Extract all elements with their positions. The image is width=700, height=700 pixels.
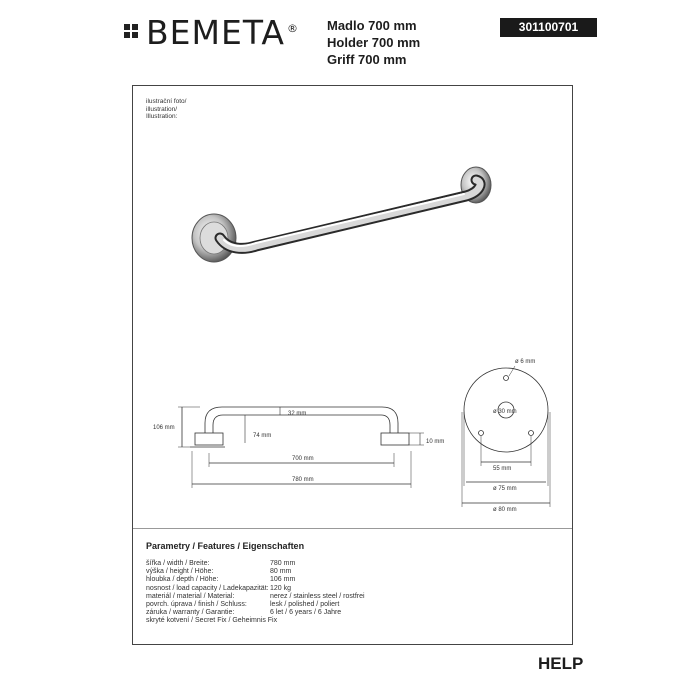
dim-10: 10 mm xyxy=(426,439,445,445)
registered-mark: ® xyxy=(286,22,299,35)
table-row xyxy=(146,609,365,617)
features-title: Parametry / Features / Eigenschaften xyxy=(146,541,305,551)
feature-label: materiál / material / Material: xyxy=(146,592,235,600)
feature-value: lesk / polished / poliert xyxy=(270,601,340,609)
feature-label: povrch. úprava / finish / Schluss: xyxy=(146,601,247,609)
dim-700: 700 mm xyxy=(292,456,314,462)
title-cz: Madlo 700 mm xyxy=(327,18,417,33)
feature-value: 106 mm xyxy=(270,576,296,584)
title-de: Griff 700 mm xyxy=(327,52,407,67)
illustration-label-de: Illustration: xyxy=(146,113,178,120)
dim-inner-ring: ø 75 mm xyxy=(493,486,517,492)
product-code: 301100701 xyxy=(500,18,597,37)
feature-value: nerez / stainless steel / rostfrei xyxy=(270,592,365,600)
feature-value: 780 mm xyxy=(270,560,296,567)
table-row xyxy=(146,576,365,584)
feature-label: nosnost / load capacity / Ladekapazität: xyxy=(146,584,269,592)
table-row xyxy=(146,593,365,601)
feature-value: 120 kg xyxy=(270,584,292,592)
features-table xyxy=(146,560,365,626)
dim-780: 780 mm xyxy=(292,477,314,483)
feature-value: 80 mm xyxy=(270,568,292,576)
dim-center-diameter: ø 30 mm xyxy=(493,409,517,415)
section-divider xyxy=(133,528,572,529)
feature-label: výška / height / Höhe: xyxy=(146,568,214,576)
dim-74: 74 mm xyxy=(253,433,272,439)
illustration-label xyxy=(146,98,186,121)
brand-name: BEMETA xyxy=(146,13,285,52)
dim-hole-spacing: 55 mm xyxy=(493,466,512,472)
feature-label: hloubka / depth / Höhe: xyxy=(146,576,219,584)
table-row xyxy=(146,560,365,568)
table-row xyxy=(146,568,365,576)
dim-106: 106 mm xyxy=(153,425,175,431)
illustration-label-cz: ilustrační foto/ xyxy=(146,98,187,105)
feature-label: skryté kotvení / Secret Fix / Geheimnis Fix xyxy=(146,617,278,625)
feature-value: 6 let / 6 years / 6 Jahre xyxy=(270,609,342,617)
table-row xyxy=(146,585,365,593)
feature-label: šířka / width / Breite: xyxy=(146,560,210,567)
product-photo xyxy=(180,160,520,270)
dim-outer-ring: ø 80 mm xyxy=(493,507,517,513)
illustration-label-en: illustration/ xyxy=(146,105,178,113)
product-name: HELP xyxy=(538,654,584,673)
rosette-front-drawing xyxy=(445,350,565,515)
product-titles xyxy=(327,17,420,68)
brand-logo-mark xyxy=(124,24,138,38)
side-view-drawing xyxy=(150,395,445,495)
dim-32: 32 mm xyxy=(288,411,307,417)
table-row xyxy=(146,601,365,609)
brand-logo xyxy=(146,13,299,52)
table-row xyxy=(146,617,365,625)
feature-label: záruka / warranty / Garantie: xyxy=(146,609,235,617)
title-en: Holder 700 mm xyxy=(327,35,421,50)
dim-hole-diameter: ø 6 mm xyxy=(515,359,536,365)
